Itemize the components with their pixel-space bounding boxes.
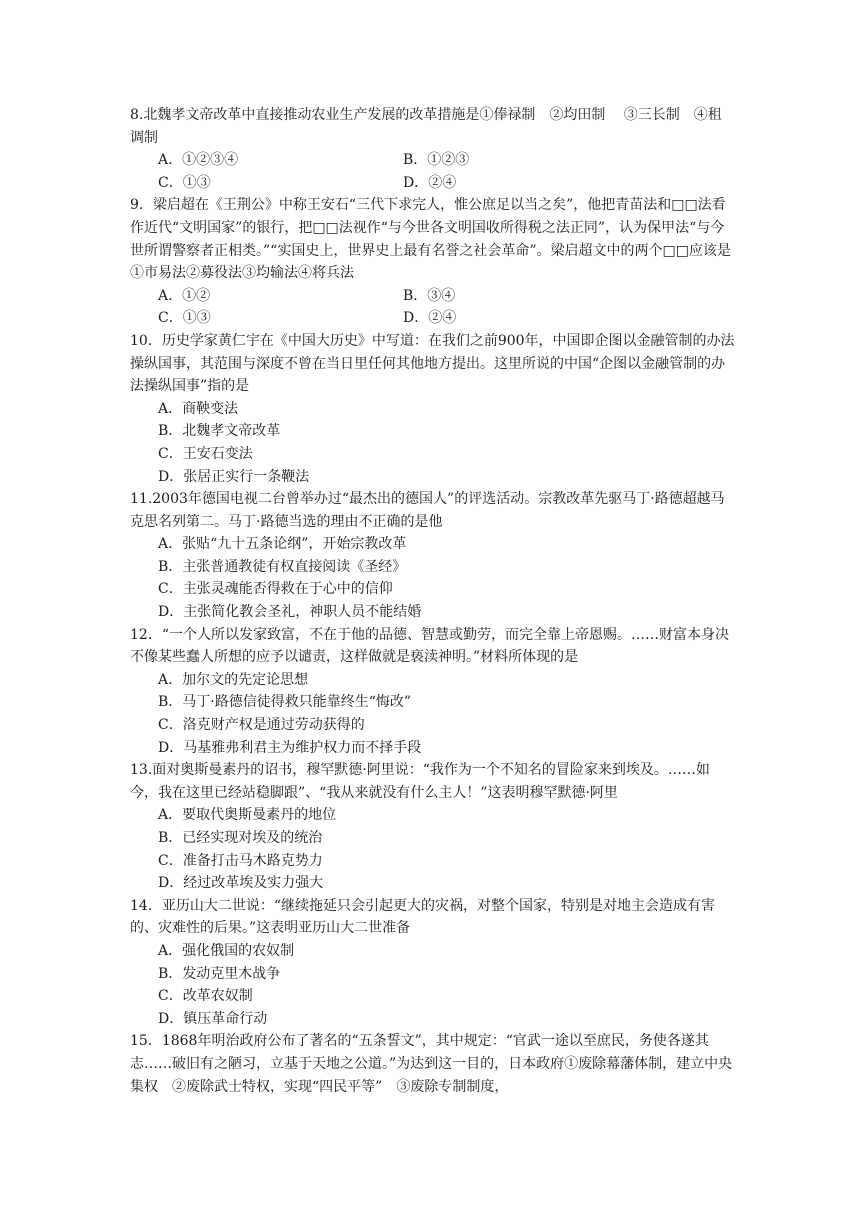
option-d: D．主张简化教会圣礼，神职人员不能结婚: [158, 604, 422, 621]
option-a: A．强化俄国的农奴制: [158, 942, 295, 959]
exam-page: [130, 104, 735, 1098]
question-stem: 12．“一个人所以发家致富，不在于他的品德、智慧或勤劳，而完全靠上帝恩赐。……财富本身决不像某些蠢人所想的应予以谴责，这样做就是亵渎神明。”材料所体现的是: [130, 626, 729, 666]
option-b: B．发动克里木战争: [158, 965, 281, 982]
option-c: C．①③: [158, 174, 211, 191]
question-13: [130, 759, 735, 895]
question-stem: 10．历史学家黄仁宇在《中国大历史》中写道：在我们之前900年，中国即企图以金融管制的办法操纵国事，其范围与深度不曾在当日里任何其他地方提出。这里所说的中国“企图以金融管制的办法操纵国事”指的是: [130, 332, 735, 395]
question-14: [130, 895, 735, 1031]
option-c: C．改革农奴制: [158, 988, 253, 1005]
question-stem: 15．1868年明治政府公布了著名的“五条誓文”，其中规定：“官武一途以至庶民，务使各遂其志……破旧有之陋习，立基于天地之公道。”为达到这一目的，日本政府①废除幕藩体制，建立中央集权 ②废除武士特权，实现“四民平等” ③废除专制制度，: [130, 1033, 733, 1095]
option-a: A．要取代奥斯曼素丹的地位: [158, 807, 337, 824]
option-c: C．准备打击马木路克势力: [158, 852, 323, 869]
option-d: D．②④: [403, 310, 457, 327]
options: [130, 149, 735, 194]
question-9: [130, 194, 735, 330]
question-10: [130, 330, 735, 488]
option-c: C．主张灵魂能否得救在于心中的信仰: [158, 581, 393, 598]
option-d: D．张居正实行一条鞭法: [158, 468, 310, 485]
option-c: C．王安石变法: [158, 445, 253, 462]
option-c: C．洛克财产权是通过劳动获得的: [158, 717, 365, 734]
option-b: B．①②③: [403, 152, 470, 169]
option-d: D．②④: [403, 174, 457, 191]
question-11: [130, 488, 735, 624]
question-stem: 8.北魏孝文帝改革中直接推动农业生产发展的改革措施是①俸禄制 ②均田制 ③三长制 ④租调制: [130, 107, 722, 146]
option-b: B．③④: [403, 287, 456, 304]
option-b: B．马丁·路德信徒得救只能靠终生“悔改”: [158, 694, 412, 711]
question-8: [130, 104, 735, 194]
options: [130, 285, 735, 330]
option-b: B．北魏孝文帝改革: [158, 423, 281, 440]
question-stem: 14．亚历山大二世说：“继续拖延只会引起更大的灾祸，对整个国家，特别是对地主会造成有害的、灾难性的后果。”这表明亚历山大二世准备: [130, 897, 715, 937]
question-12: [130, 624, 735, 760]
option-b: B．主张普通教徒有权直接阅读《圣经》: [158, 558, 407, 575]
option-a: A．①②③④: [158, 152, 239, 169]
option-a: A．张贴“九十五条论纲”，开始宗教改革: [158, 536, 407, 553]
question-stem: 13.面对奥斯曼素丹的诏书，穆罕默德·阿里说：“我作为一个不知名的冒险家来到埃及。……如今，我在这里已经站稳脚跟”、“我从来就没有什么主人！”这表明穆罕默德·阿里: [130, 762, 710, 801]
option-b: B．已经实现对埃及的统治: [158, 830, 323, 846]
option-d: D．经过改革埃及实力强大: [158, 875, 324, 892]
option-d: D．马基雅弗利君主为维护权力而不择手段: [158, 739, 422, 756]
option-a: A．商鞅变法: [158, 400, 239, 417]
question-15: [130, 1030, 735, 1098]
option-c: C．①③: [158, 310, 211, 327]
question-stem: 9．梁启超在《王荆公》中称王安石“三代下求完人，惟公庶足以当之矣”，他把青苗法和□□法看作近代“文明国家”的银行，把□□法视作“与今世各文明国收所得税之法正同”，认为保甲法“与今世所谓警察者正相类。”“实国史上，世界史上最有名誉之社会革命”。梁启超文中的两个□□应该是①市易法②募役法③均输法④将兵法: [130, 197, 731, 282]
option-a: A．①②: [158, 287, 211, 304]
question-stem: 11.2003年德国电视二台曾举办过“最杰出的德国人”的评选活动。宗教改革先驱马丁·路德超越马克思名列第二。马丁·路德当选的理由不正确的是他: [130, 491, 725, 530]
option-a: A．加尔文的先定论思想: [158, 671, 309, 688]
option-d: D．镇压革命行动: [158, 1010, 268, 1027]
